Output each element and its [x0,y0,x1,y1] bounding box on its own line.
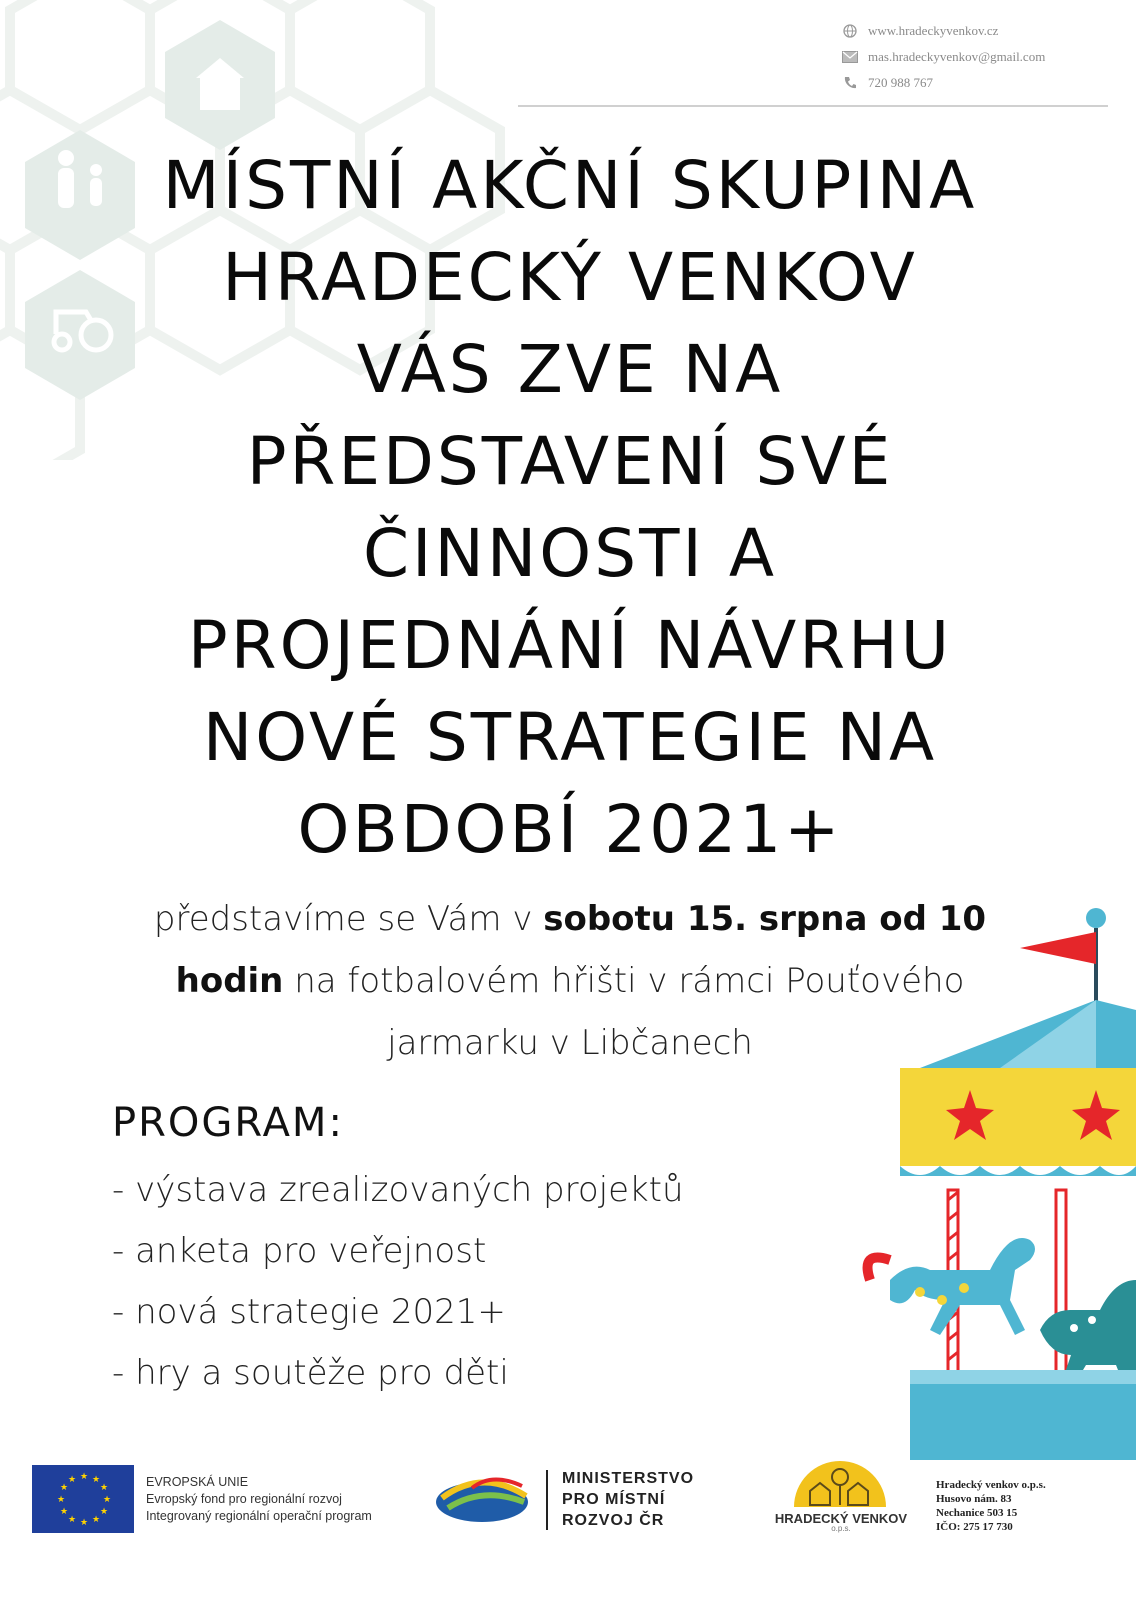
envelope-icon [832,51,868,63]
address-block [936,1478,1046,1534]
svg-text:★: ★ [68,1515,77,1525]
contact-email[interactable] [832,44,1092,70]
headline-line: VÁS ZVE NA [356,331,784,408]
details-time: hodin [175,961,284,1001]
svg-text:★: ★ [80,1518,89,1528]
ministry-line: PRO MÍSTNÍ [562,1491,666,1508]
eu-line: Evropský fond pro regionální rozvoj [146,1492,342,1506]
list-item: - nová strategie 2021+ [112,1292,506,1332]
svg-text:★: ★ [57,1495,66,1505]
eu-line: Integrovaný regionální operační program [146,1509,372,1523]
ministry-logo [432,1468,532,1528]
carousel-illustration [860,900,1136,1460]
headline-line: NOVÉ STRATEGIE NA [202,699,938,776]
details-date: sobotu 15. srpna od 10 [543,899,987,939]
headline-line: PŘEDSTAVENÍ SVÉ [246,423,894,500]
program-title: PROGRAM: [112,1100,344,1146]
headline-line: HRADECKÝ VENKOV [222,239,918,316]
details-text: představíme se Vám v [153,899,544,939]
ministry-text [562,1468,694,1531]
svg-text:★: ★ [103,1495,112,1505]
headline [80,140,1060,876]
contact-phone-text[interactable]: 720 988 767 [868,75,933,90]
headline-line: ČINNOSTI A [362,515,778,592]
list-item: - anketa pro veřejnost [112,1231,487,1271]
svg-text:★: ★ [92,1475,101,1485]
program-list [112,1160,684,1404]
contact-email-text[interactable]: mas.hradeckyvenkov@gmail.com [868,49,1046,64]
address-line: IČO: 275 17 730 [936,1521,1013,1533]
hv-logo-sub: o.p.s. [831,1524,851,1533]
globe-icon [832,24,868,38]
contact-web[interactable] [832,18,1092,44]
headline-line: OBDOBÍ 2021+ [297,791,843,868]
contact-web-text[interactable]: www.hradeckyvenkov.cz [868,23,999,38]
hradecky-venkov-logo [780,1455,900,1515]
contact-block [832,18,1092,96]
headline-line: MÍSTNÍ AKČNÍ SKUPINA [162,147,978,224]
svg-text:★: ★ [80,1472,89,1482]
details-text: na fotbalovém hřišti v rámci Pouťového [283,961,965,1001]
address-line: Hradecký venkov o.p.s. [936,1479,1046,1491]
address-line: Husovo nám. 83 [936,1493,1012,1505]
hv-logo-name [756,1511,926,1533]
svg-text:★: ★ [100,1507,109,1517]
phone-icon [832,76,868,90]
details-text: jarmarku v Libčanech [387,1023,753,1063]
list-item: - hry a soutěže pro děti [112,1353,509,1393]
svg-text:★: ★ [60,1483,69,1493]
hv-logo-name-text: HRADECKÝ VENKOV [774,1511,908,1526]
eu-text [146,1474,372,1525]
ministry-divider [546,1470,548,1530]
svg-text:★: ★ [68,1475,77,1485]
ministry-line: ROZVOJ ČR [562,1512,665,1529]
svg-text:★: ★ [92,1515,101,1525]
address-line: Nechanice 503 15 [936,1507,1018,1519]
headline-line: PROJEDNÁNÍ NÁVRHU [187,607,953,684]
ministry-line: MINISTERSTVO [562,1470,695,1487]
svg-text:★: ★ [100,1483,109,1493]
eu-flag-logo [32,1465,134,1533]
contact-divider [518,105,1108,107]
eu-line: EVROPSKÁ UNIE [146,1475,249,1489]
list-item: - výstava zrealizovaných projektů [112,1170,684,1210]
svg-text:★: ★ [60,1507,69,1517]
contact-phone[interactable] [832,70,1092,96]
